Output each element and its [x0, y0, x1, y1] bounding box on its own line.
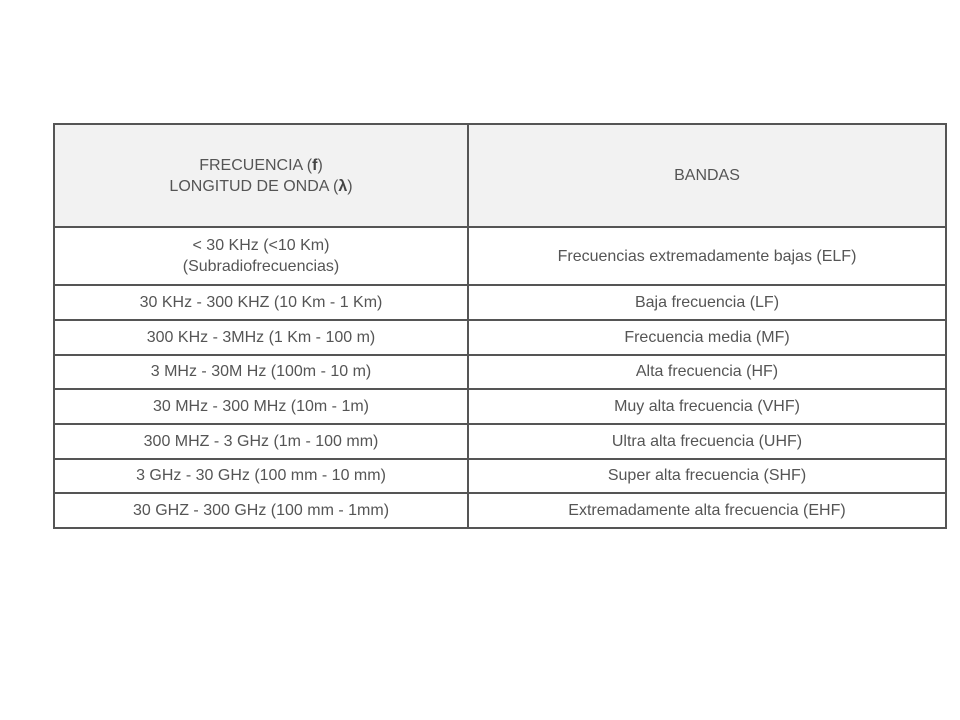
table-row — [55, 389, 945, 424]
band-name-cell: Extremadamente alta frecuencia (EHF) — [468, 493, 945, 527]
frequency-range-cell: 300 KHz - 3MHz (1 Km - 100 m) — [55, 320, 468, 355]
lambda-symbol: λ — [338, 177, 348, 195]
frequency-range-cell: 30 GHZ - 300 GHz (100 mm - 1mm) — [55, 493, 468, 527]
table-header-row — [55, 125, 945, 227]
table-row — [55, 320, 945, 355]
frequency-bands-table — [55, 125, 945, 527]
table-row — [55, 285, 945, 320]
frequency-symbol: f — [312, 156, 318, 174]
table-row — [55, 424, 945, 459]
frequency-range-cell: 3 GHz - 30 GHz (100 mm - 10 mm) — [55, 459, 468, 494]
frequency-range-cell: 3 MHz - 30M Hz (100m - 10 m) — [55, 355, 468, 390]
band-name-cell: Baja frecuencia (LF) — [468, 285, 945, 320]
frequency-range-cell: 30 MHz - 300 MHz (10m - 1m) — [55, 389, 468, 424]
frequency-bands-table-frame — [53, 123, 947, 529]
table-row — [55, 459, 945, 494]
band-name-cell: Frecuencia media (MF) — [468, 320, 945, 355]
frequency-range-cell: 30 KHz - 300 KHZ (10 Km - 1 Km) — [55, 285, 468, 320]
table-row — [55, 355, 945, 390]
header-frequency-wavelength — [55, 125, 468, 227]
header-frequency-line: FRECUENCIA (f) — [199, 156, 323, 174]
band-name-cell: Muy alta frecuencia (VHF) — [468, 389, 945, 424]
header-bands: BANDAS — [468, 125, 945, 227]
band-name-cell: Ultra alta frecuencia (UHF) — [468, 424, 945, 459]
table-row — [55, 227, 945, 285]
band-name-cell: Alta frecuencia (HF) — [468, 355, 945, 390]
header-wavelength-line: LONGITUD DE ONDA (λ) — [169, 177, 353, 195]
frequency-range-cell: < 30 KHz (<10 Km) (Subradiofrecuencias) — [55, 227, 468, 285]
frequency-range-cell: 300 MHZ - 3 GHz (1m - 100 mm) — [55, 424, 468, 459]
table-row — [55, 493, 945, 527]
band-name-cell: Frecuencias extremadamente bajas (ELF) — [468, 227, 945, 285]
band-name-cell: Super alta frecuencia (SHF) — [468, 459, 945, 494]
